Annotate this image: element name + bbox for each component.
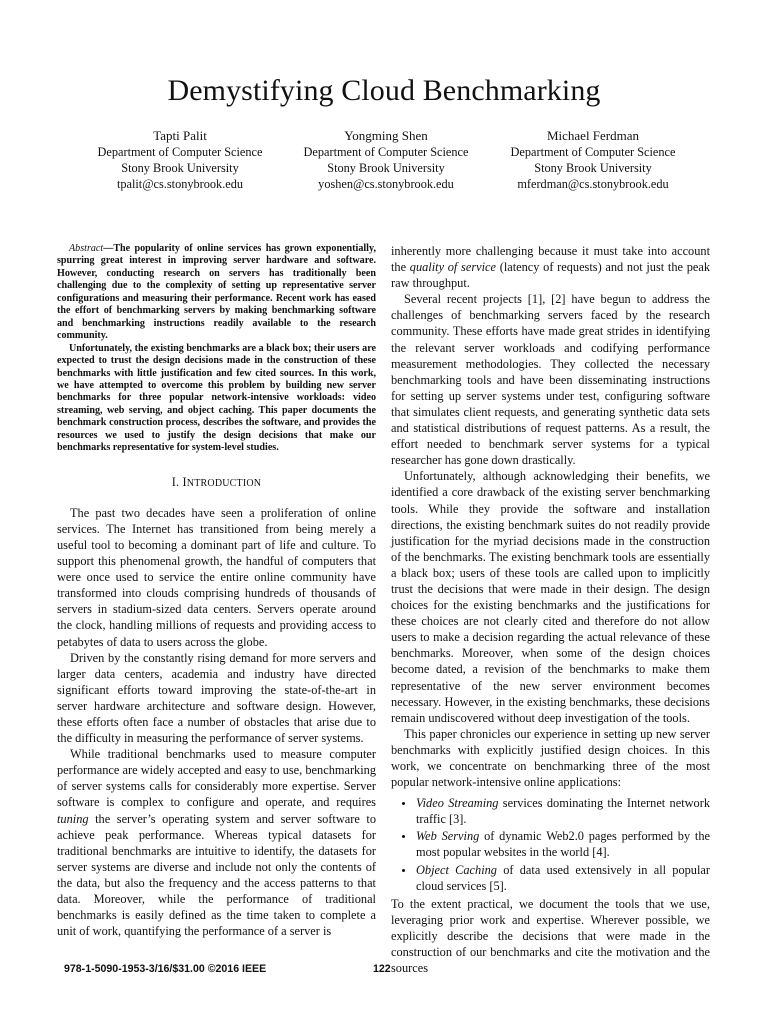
body-paragraph: This paper chronicles our experience in setting up new server benchmarks with explicitly justified design choices. In this work, we concentrate on benchmarking three of the most popular network-intensive online applications: [391, 726, 710, 790]
author-block-3 [483, 128, 703, 192]
author-name: Yongming Shen [344, 128, 428, 143]
body-paragraph: Several recent projects [1], [2] have begun to address the challenges of benchmarking servers faced by the research community. These efforts have made great strides in identifying the relevant server workloads and codifying performance measurement methodologies. They collected the necessary benchmarking tools and have been disseminating instructions for setting up server systems under test, configuring software that simulates client requests, and generating synthetic data sets and statistical distributions of request patterns. As a result, the effort needed to benchmark server systems for a typical researcher has gone down drastically. [391, 292, 710, 468]
author-email: tpalit@cs.stonybrook.edu [116, 177, 244, 191]
text-run: While traditional benchmarks used to measure computer performance are widely accepted and easy to use, benchmarking of server systems calls for considerably more expertise. Server software is complex to configure and operate, and requires [57, 747, 376, 810]
italic-term: tuning [57, 811, 89, 826]
abstract-text: —The popularity of online services has grown exponentially, spurring great interest in improving server hardware and software. However, conducting research on servers has traditionally been challenging due to the complexity of setting up representative server configurations and measuring their performance. Recent work has eased the effort of benchmarking servers by making benchmarking software and benchmarking instructions readily available to the research community. [57, 243, 376, 342]
text-run: of data used extensively in all popular cloud services [5]. [416, 862, 710, 893]
abstract-paragraph-2: Unfortunately, the existing benchmarks are a black box; their users are expected to trust the design decisions made in the construction of these benchmarks with little justification and few cited sources. In this work, we have attempted to overcome this problem by building new server benchmarks for three popular network-intensive workloads: video streaming, web serving, and object caching. This paper documents the benchmark construction process, describes the software, and provides the resources we used to justify the design decisions that make our benchmarks representative for system-level studies. [57, 342, 376, 454]
abstract-label: Abstract [69, 243, 104, 254]
italic-term: Web Serving [416, 829, 480, 844]
abstract-paragraph-1 [57, 243, 376, 343]
body-paragraph: The past two decades have seen a proliferation of online services. The Internet has transitioned from being merely a useful tool to becoming a dominant part of life and culture. To support this phenomenal growth, the handful of computers that were once used to service the entire online community have transformed into clouds comprising hundreds of thousands of servers in stadium-sized data centers. Servers operate around the clock, handling millions of requests and providing access to petabytes of data to users across the globe. [57, 505, 376, 649]
list-item [415, 828, 710, 860]
author-university: Stony Brook University [327, 161, 445, 175]
left-column [57, 243, 376, 939]
workload-list [391, 795, 710, 894]
body-paragraph: To the extent practical, we document the tools that we use, leveraging prior work and expertise. Wherever possible, we explicitly describe the decisions that were made in the construction of our benchmarks and cite the motivation and the sources [391, 896, 710, 976]
italic-term: Video Streaming [416, 796, 499, 811]
author-department: Department of Computer Science [510, 145, 676, 159]
body-paragraph: Unfortunately, although acknowledging their benefits, we identified a core drawback of the existing server benchmarking tools. While they provide the software and installation directions, the existing benchmark suites do not readily provide justification for the myriad decisions made in the construction of the benchmarks. The existing benchmark tools are essentially a black box; users of these tools are called upon to implicitly trust the decisions that were made in their design. The design choices for the existing benchmarks and the justifications for these choices are not clearly cited and therefore do not allow users to make a decision regarding the actual relevance of these benchmarks. Moreover, when some of the design choices become dated, a revision of the benchmarks to make them representative of the new server environment becomes necessary. However, in the existing benchmarks, these decisions remain undiscovered without deep investigation of the tools. [391, 469, 710, 725]
author-name: Michael Ferdman [546, 128, 640, 143]
list-item [415, 795, 710, 827]
section-first-letter: I [182, 474, 187, 489]
italic-term: quality of service [409, 260, 497, 275]
text-run: inherently more challenging because it must take into account the [391, 244, 710, 275]
author-email: yoshen@cs.stonybrook.edu [318, 177, 454, 191]
author-department: Department of Computer Science [97, 145, 263, 159]
body-paragraph [391, 243, 710, 291]
text-run: of dynamic Web2.0 pages performed by the most popular websites in the world [4]. [416, 829, 711, 860]
section-numeral: I. [171, 474, 183, 489]
author-block-1 [70, 128, 290, 192]
body-paragraph [57, 746, 376, 939]
author-block-2 [276, 128, 496, 192]
text-run: (latency of requests) and not just the peak raw throughput. [391, 260, 710, 291]
text-run: services dominating the Internet network traffic [3]. [416, 796, 710, 827]
author-name: Tapti Palit [153, 128, 207, 143]
section-heading-introduction [57, 474, 376, 492]
page-number: 122 [373, 963, 391, 975]
author-department: Department of Computer Science [303, 145, 469, 159]
section-title-rest: NTRODUCTION [186, 477, 262, 489]
italic-term: Object Caching [416, 862, 497, 877]
text-run: the server’s operating system and server software to achieve peak performance. Whereas typical datasets for traditional benchmarks are intuitive to identify, the datasets for server systems are diverse and include not only the contents of the data, but also the frequency and the access patterns to that data. Moreover, while the performance of traditional benchmarks is easily defined as the time taken to complete a unit of work, quantifying the performance of a server is [57, 811, 376, 939]
list-item [415, 862, 710, 894]
copyright-footer: 978-1-5090-1953-3/16/$31.00 ©2016 IEEE [64, 963, 267, 975]
body-paragraph: Driven by the constantly rising demand for more servers and larger data centers, academia and industry have directed significant efforts toward improving the state-of-the-art in server hardware architecture and software design. However, these efforts often face a number of obstacles that arise due to the difficulty in measuring the performance of server systems. [57, 650, 376, 746]
right-column [391, 243, 710, 976]
author-university: Stony Brook University [121, 161, 239, 175]
author-email: mferdman@cs.stonybrook.edu [517, 177, 669, 191]
paper-title: Demystifying Cloud Benchmarking [167, 74, 601, 107]
author-university: Stony Brook University [534, 161, 652, 175]
abstract [57, 243, 376, 455]
